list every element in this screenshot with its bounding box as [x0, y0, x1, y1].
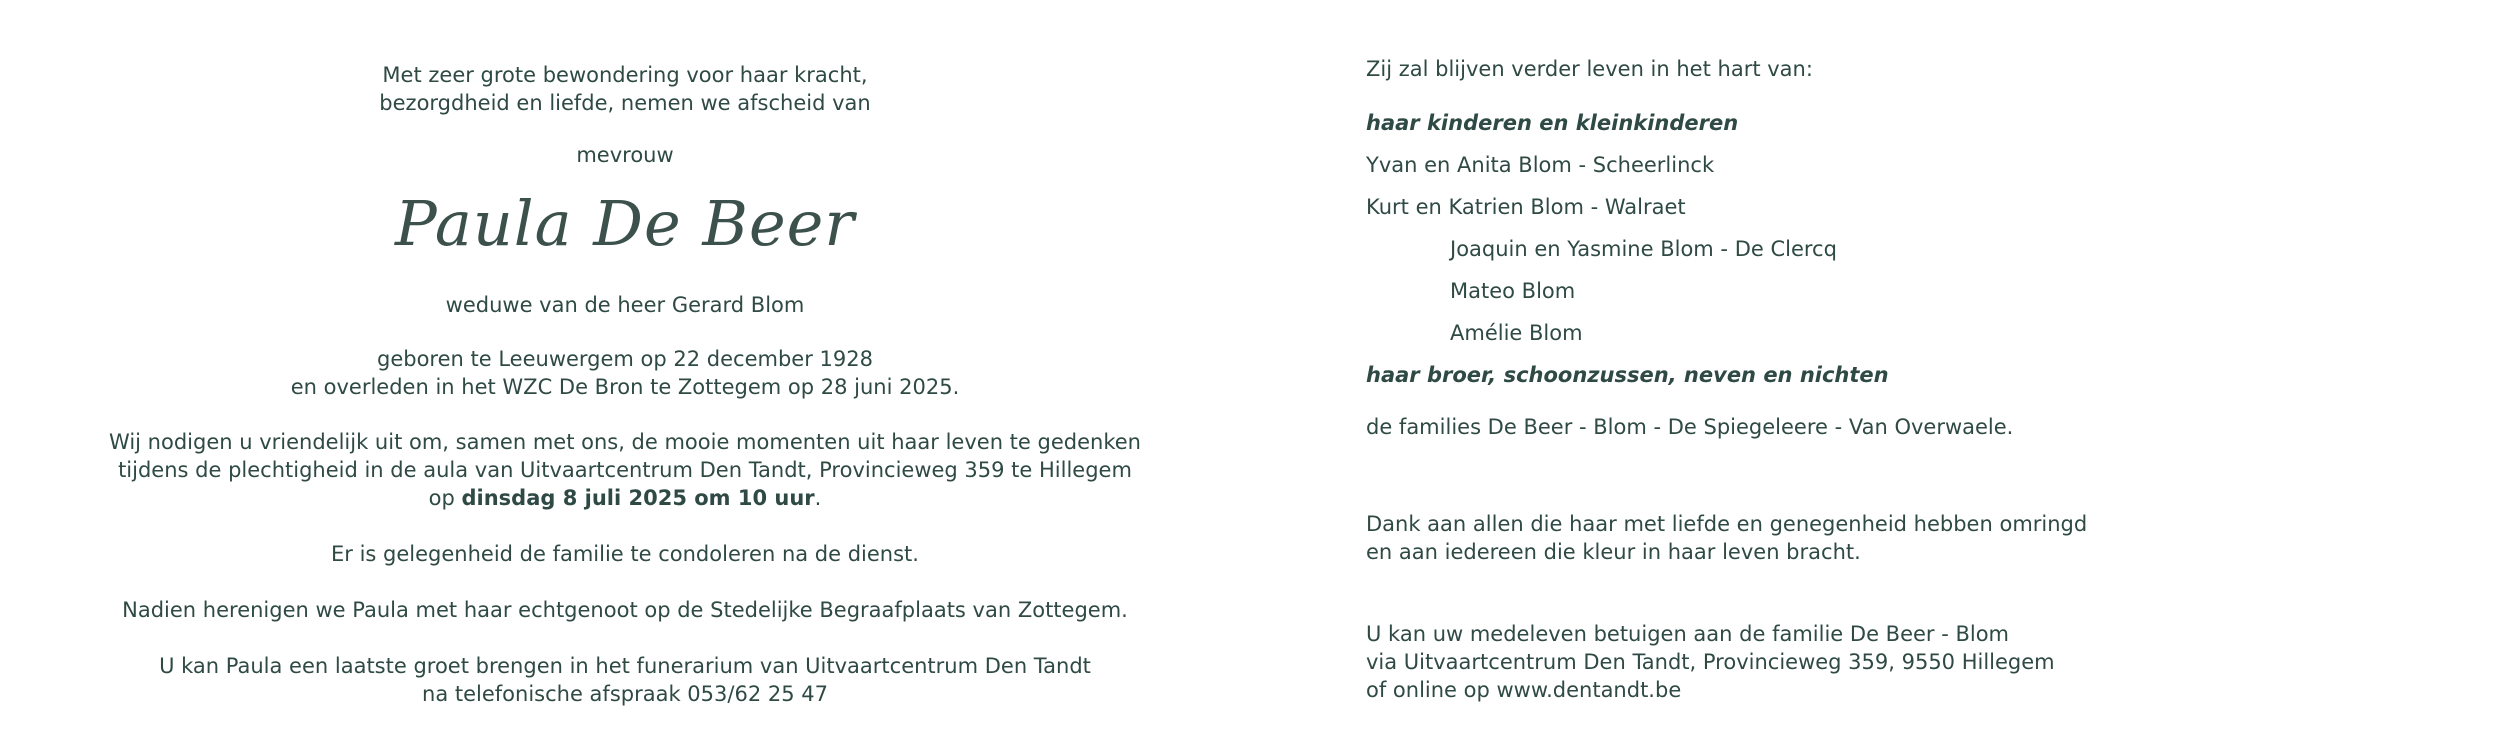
- family-line-1: Yvan en Anita Blom - Scheerlinck: [1366, 153, 1715, 177]
- birth-line: geboren te Leeuwergem op 22 december 1928: [377, 347, 873, 371]
- sympathy-line-2: via Uitvaartcentrum Den Tandt, Provincieweg 359, 9550 Hillegem: [1366, 650, 2055, 674]
- widow-of: weduwe van de heer Gerard Blom: [445, 293, 805, 317]
- thanks-line-2: en aan iedereen die kleur in haar leven bracht.: [1366, 540, 1861, 564]
- grandchild-line-3: Amélie Blom: [1450, 321, 1583, 345]
- invitation-line-3: [0, 484, 1250, 512]
- invitation-prefix: op: [428, 486, 462, 510]
- heading-children: haar kinderen en kleinkinderen: [1366, 111, 1739, 135]
- family-line-2: Kurt en Katrien Blom - Walraet: [1366, 195, 1686, 219]
- sympathy-line-3: of online op www.dentandt.be: [1366, 678, 1682, 702]
- families-line: de families De Beer - Blom - De Spiegeleere - Van Overwaele.: [1366, 415, 2014, 439]
- intro-line-2: bezorgdheid en liefde, nemen we afscheid van: [379, 91, 871, 115]
- burial-line: Nadien herenigen we Paula met haar echtgenoot op de Stedelijke Begraafplaats van Zottegem.: [122, 598, 1128, 622]
- right-page: [1366, 0, 2466, 754]
- greeting-line-2: na telefonische afspraak 053/62 25 47: [422, 682, 828, 706]
- intro-line-1: Met zeer grote bewondering voor haar kracht,: [382, 63, 868, 87]
- invitation-suffix: .: [814, 486, 822, 510]
- deceased-name: Paula De Beer: [394, 187, 856, 260]
- thanks-line-1: Dank aan allen die haar met liefde en genegenheid hebben omringd: [1366, 512, 2088, 536]
- grandchild-line-2: Mateo Blom: [1450, 279, 1576, 303]
- right-intro: Zij zal blijven verder leven in het hart van:: [1366, 57, 1813, 81]
- ceremony-date: dinsdag 8 juli 2025 om 10 uur: [461, 486, 815, 510]
- condolence-line: Er is gelegenheid de familie te condoleren na de dienst.: [331, 542, 919, 566]
- death-line: en overleden in het WZC De Bron te Zottegem op 28 juni 2025.: [290, 375, 960, 399]
- grandchild-line-1: Joaquin en Yasmine Blom - De Clercq: [1450, 237, 1837, 261]
- greeting-line-1: U kan Paula een laatste groet brengen in het funerarium van Uitvaartcentrum Den Tandt: [159, 654, 1091, 678]
- invitation-line-1: Wij nodigen u vriendelijk uit om, samen met ons, de mooie momenten uit haar leven te gedenken: [109, 430, 1141, 454]
- invitation-line-2: tijdens de plechtigheid in de aula van Uitvaartcentrum Den Tandt, Provincieweg 359 te Hillegem: [118, 458, 1132, 482]
- salutation: mevrouw: [576, 143, 674, 167]
- heading-relatives: haar broer, schoonzussen, neven en nichten: [1366, 363, 1889, 387]
- sympathy-line-1: U kan uw medeleven betuigen aan de familie De Beer - Blom: [1366, 622, 2010, 646]
